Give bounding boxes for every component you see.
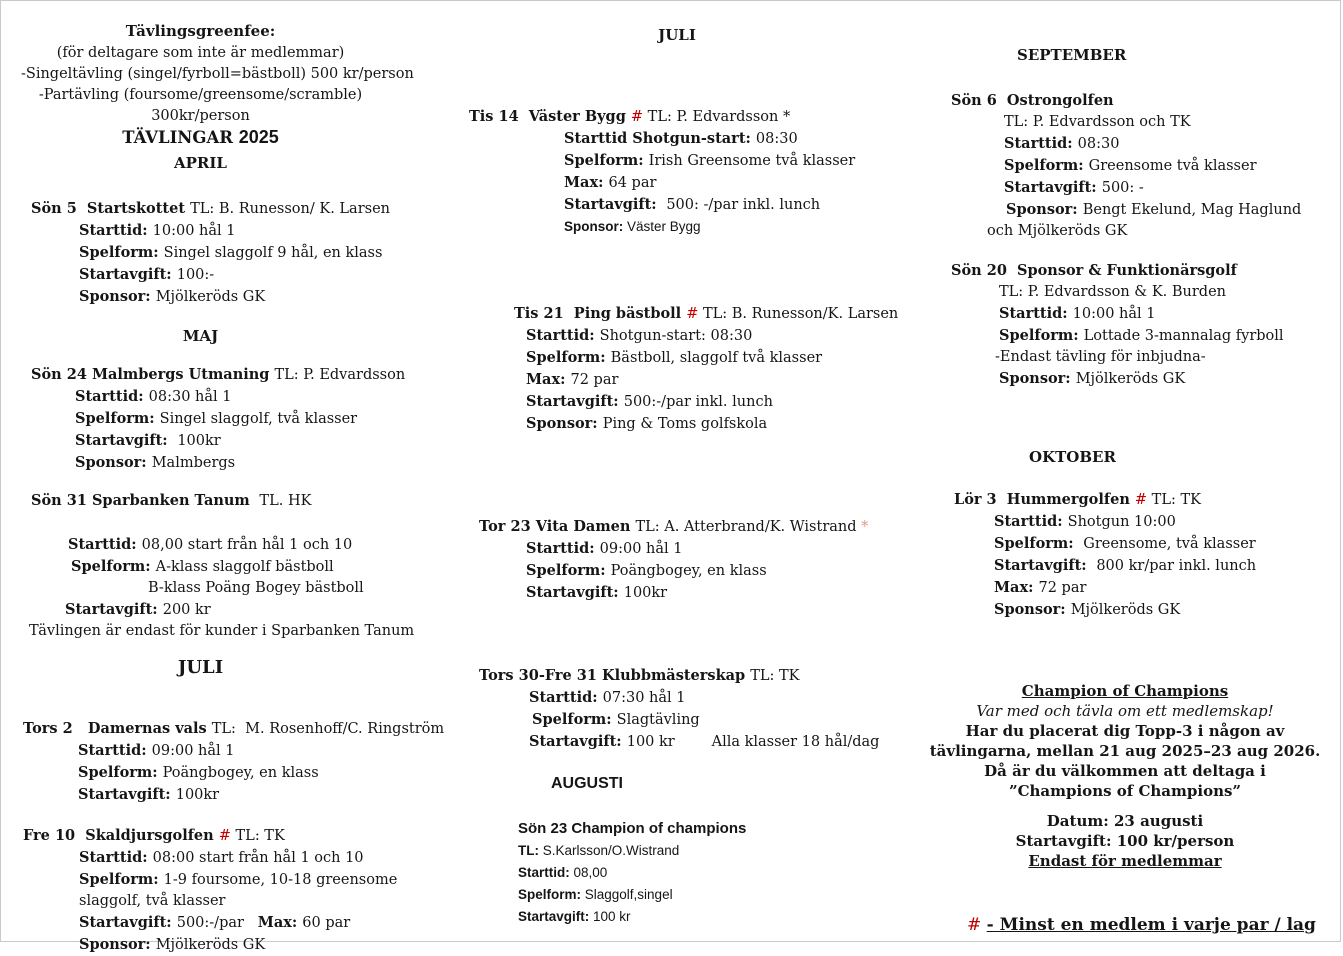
text-span: 100kr bbox=[623, 585, 668, 601]
detail-max bbox=[451, 369, 903, 391]
text-span: Mjölkeröds GK bbox=[1070, 602, 1181, 618]
text-span: Ping & Toms golfskola bbox=[602, 416, 768, 432]
text-span: Endast för medlemmar bbox=[1028, 852, 1222, 870]
asterisk-mark: * bbox=[861, 519, 869, 535]
champion-details bbox=[907, 812, 1343, 872]
detail-sponsor-cont bbox=[907, 221, 1343, 242]
text-span: 300kr/person bbox=[151, 108, 250, 124]
detail-spelform bbox=[451, 884, 903, 906]
detail-spelform-b bbox=[21, 578, 445, 599]
text-span: TL: bbox=[518, 843, 543, 858]
text-span: Datum: 23 augusti bbox=[1046, 812, 1204, 830]
text-span: Tis 21 Ping bästboll bbox=[514, 305, 687, 322]
text-span: 08:30 bbox=[755, 131, 798, 147]
event-ostrongolfen bbox=[907, 90, 1343, 242]
text-span: 100:- bbox=[176, 267, 215, 283]
text-span: Irish Greensome två klasser bbox=[648, 153, 856, 169]
detail-max bbox=[451, 172, 903, 194]
detail-sponsor bbox=[451, 413, 903, 435]
text-span: slaggolf, två klasser bbox=[79, 893, 226, 909]
text-span: Spelform: bbox=[71, 558, 156, 575]
detail-spelform bbox=[451, 709, 903, 731]
event-title bbox=[21, 825, 445, 847]
text-span: 64 par bbox=[608, 175, 657, 191]
detail-startavgift bbox=[21, 264, 445, 286]
text-span: Väster Bygg bbox=[627, 219, 701, 234]
note-body bbox=[907, 782, 1343, 802]
hash-mark: # bbox=[967, 915, 987, 935]
month-heading-juli-line bbox=[451, 25, 903, 47]
text-span: Singel slaggolf, två klasser bbox=[159, 411, 358, 427]
text-span: 09:00 hål 1 bbox=[599, 541, 683, 557]
text-span: TL: M. Rosenhoff/C. Ringström bbox=[211, 721, 445, 737]
text-span: Starttid: bbox=[526, 540, 600, 557]
text-span: Starttid: bbox=[75, 388, 149, 405]
text-span: 08:30 hål 1 bbox=[148, 389, 232, 405]
event-title bbox=[451, 303, 903, 325]
text-span: Starttid: bbox=[78, 742, 152, 759]
text-span: ”Champions of Champions” bbox=[1008, 782, 1242, 800]
detail-starttid bbox=[21, 386, 445, 408]
text-span: 08:00 start från hål 1 och 10 bbox=[152, 850, 364, 866]
event-title bbox=[21, 490, 445, 512]
event-note bbox=[21, 621, 445, 642]
text-span: Startavgift: bbox=[65, 601, 163, 618]
hash-legend-line bbox=[907, 914, 1343, 937]
text-span: Spelform: bbox=[78, 764, 163, 781]
event-vaster-bygg bbox=[451, 106, 903, 238]
text-span: 72 par bbox=[1038, 580, 1087, 596]
hash-mark: # bbox=[630, 109, 648, 125]
text-span: Sponsor: bbox=[79, 936, 156, 953]
text-span: Spelform: bbox=[532, 711, 617, 728]
text-span: Slagtävling bbox=[616, 712, 700, 728]
text-span: 100kr bbox=[172, 433, 221, 449]
detail-startavgift bbox=[907, 832, 1343, 852]
month-heading-maj-line bbox=[21, 326, 380, 348]
detail-startavgift bbox=[21, 912, 445, 934]
detail-starttid bbox=[21, 534, 445, 556]
text-span: Startavgift: bbox=[564, 196, 662, 213]
text-span: TL: A. Atterbrand/K. Wistrand bbox=[635, 519, 862, 535]
detail-startavgift bbox=[451, 906, 903, 928]
event-title bbox=[451, 665, 903, 687]
text-span: Tor 23 Vita Damen bbox=[479, 518, 636, 535]
text-span: Sponsor: bbox=[526, 415, 603, 432]
text-span: 08:30 bbox=[1077, 136, 1120, 152]
greenfee-header-line bbox=[21, 64, 414, 85]
text-span: TL: P. Edvardsson och TK bbox=[1004, 114, 1191, 130]
detail-starttid bbox=[21, 220, 445, 242]
text-span: Max: bbox=[994, 579, 1039, 596]
text-span: Starttid: bbox=[79, 849, 153, 866]
month-heading-september-line bbox=[907, 45, 1343, 67]
greenfee-header-line bbox=[21, 43, 380, 64]
event-skaldjursgolfen bbox=[21, 825, 445, 956]
detail-tl bbox=[907, 112, 1343, 133]
text-span: -Partävling (foursome/greensome/scramble) bbox=[38, 87, 363, 103]
detail-sponsor bbox=[907, 199, 1343, 221]
text-span: 500: -/par inkl. lunch bbox=[661, 197, 821, 213]
text-span: Champion of Champions bbox=[1021, 682, 1229, 700]
middle-column bbox=[451, 1, 903, 928]
event-title bbox=[907, 489, 1343, 511]
text-span: Max: bbox=[564, 174, 609, 191]
text-span: Lör 3 Hummergolfen bbox=[954, 491, 1135, 508]
detail-tl bbox=[451, 840, 903, 862]
event-startskottet bbox=[21, 198, 445, 308]
text-span: 800 kr/par inkl. lunch bbox=[1091, 558, 1257, 574]
text-span: Poängbogey, en klass bbox=[162, 765, 319, 781]
text-span: Sön 23 Champion of champions bbox=[518, 820, 747, 837]
text-span: 60 par bbox=[302, 915, 351, 931]
text-span: Bästboll, slaggolf två klasser bbox=[610, 350, 823, 366]
text-span: Sön 5 Startskottet bbox=[31, 200, 191, 217]
month-heading-oktober-line bbox=[907, 447, 1343, 469]
event-title bbox=[451, 516, 903, 538]
detail-spelform bbox=[907, 155, 1343, 177]
text-span: Fre 10 Skaldjursgolfen bbox=[23, 827, 219, 844]
text-span: Spelform: bbox=[999, 327, 1084, 344]
text-span: Startavgift: bbox=[526, 393, 624, 410]
detail-note bbox=[907, 347, 1343, 368]
text-span: Startavgift: bbox=[529, 733, 627, 750]
text-span: Alla klasser 18 hål/dag bbox=[674, 734, 880, 750]
detail-starttid bbox=[907, 511, 1343, 533]
right-column bbox=[907, 1, 1343, 937]
text-span: MAJ bbox=[182, 327, 219, 345]
text-span: Sön 31 Sparbanken Tanum bbox=[31, 492, 255, 509]
text-span: TL: TK bbox=[235, 828, 285, 844]
detail-sponsor bbox=[907, 368, 1343, 390]
greenfee-title bbox=[21, 21, 380, 43]
detail-spelform bbox=[21, 869, 445, 891]
detail-starttid bbox=[451, 325, 903, 347]
detail-startavgift bbox=[907, 555, 1343, 577]
month-heading-juli-left bbox=[21, 656, 380, 681]
text-span: Spelform: bbox=[518, 887, 585, 902]
detail-starttid bbox=[451, 862, 903, 884]
text-span: Spelform: bbox=[526, 349, 611, 366]
note-body bbox=[907, 742, 1343, 762]
text-span: Slaggolf,singel bbox=[584, 887, 673, 902]
event-ping-bastboll bbox=[451, 303, 903, 435]
detail-startavgift bbox=[907, 177, 1343, 199]
event-hummergolfen bbox=[907, 489, 1343, 621]
text-span: Sponsor: bbox=[1006, 201, 1083, 218]
text-span: 1-9 foursome, 10-18 greensome bbox=[163, 872, 398, 888]
text-span: Starttid Shotgun-start: bbox=[564, 130, 756, 147]
text-span: Starttid: bbox=[999, 305, 1073, 322]
text-span: Tävlingsgreenfee: bbox=[125, 22, 276, 40]
text-span: B-klass Poäng Bogey bästboll bbox=[148, 580, 364, 596]
note-title bbox=[907, 682, 1343, 702]
text-span: 200 kr bbox=[162, 602, 211, 618]
text-span: Mjölkeröds GK bbox=[155, 289, 266, 305]
text-span: Max: bbox=[526, 371, 571, 388]
detail-startavgift bbox=[451, 731, 903, 753]
text-span: 500:-/par inkl. lunch bbox=[623, 394, 773, 410]
text-span: A-klass slaggolf bästboll bbox=[155, 559, 334, 575]
detail-medlemmar bbox=[907, 852, 1343, 872]
text-span: TL: TK bbox=[1151, 492, 1201, 508]
detail-sponsor bbox=[21, 452, 445, 474]
text-span: 500: - bbox=[1101, 180, 1144, 196]
month-heading-oktober bbox=[907, 447, 1343, 469]
detail-spelform bbox=[21, 242, 445, 264]
text-span: TL. HK bbox=[254, 493, 312, 509]
text-span: S.Karlsson/O.Wistrand bbox=[542, 843, 680, 858]
detail-startavgift bbox=[451, 391, 903, 413]
text-span: Shotgun 10:00 bbox=[1067, 514, 1176, 530]
detail-starttid bbox=[451, 128, 903, 150]
text-span: Bengt Ekelund, Mag Haglund bbox=[1082, 202, 1302, 218]
detail-spelform bbox=[21, 762, 445, 784]
text-span: Var med och tävla om ett medlemskap! bbox=[976, 702, 1274, 720]
event-klubbmasterskap bbox=[451, 665, 903, 753]
text-span: Sponsor: bbox=[75, 454, 152, 471]
text-span: Startavgift: bbox=[1004, 179, 1102, 196]
detail-startavgift bbox=[21, 599, 445, 621]
text-span: Starttid: bbox=[518, 865, 574, 880]
text-span: Startavgift: bbox=[518, 909, 594, 924]
text-span: Startavgift: bbox=[79, 266, 177, 283]
text-span: Spelform: bbox=[564, 152, 649, 169]
text-span: Spelform: bbox=[79, 244, 164, 261]
month-heading-september bbox=[907, 45, 1343, 67]
event-sparbanken-tanum bbox=[21, 490, 445, 642]
text-span: Starttid: bbox=[1004, 135, 1078, 152]
detail-spelform bbox=[907, 533, 1343, 555]
detail-starttid bbox=[21, 740, 445, 762]
text-span: Poängbogey, en klass bbox=[610, 563, 767, 579]
event-title bbox=[21, 198, 445, 220]
text-span: Shotgun-start: 08:30 bbox=[599, 328, 753, 344]
text-span: 08,00 bbox=[573, 865, 608, 880]
month-heading-augusti bbox=[451, 772, 903, 796]
text-span: Starttid: bbox=[526, 327, 600, 344]
detail-startavgift bbox=[21, 784, 445, 806]
text-span: Starttid: bbox=[79, 222, 153, 239]
detail-starttid bbox=[21, 847, 445, 869]
text-span: Startavgift: bbox=[526, 584, 624, 601]
text-span: TL: P. Edvardsson bbox=[274, 367, 406, 383]
text-span: Har du placerat dig Topp-3 i någon av bbox=[965, 722, 1285, 740]
text-span: JULI bbox=[658, 26, 696, 44]
text-span: -Endast tävling för inbjudna- bbox=[995, 349, 1206, 365]
event-vita-damen bbox=[451, 516, 903, 604]
text-span: 72 par bbox=[570, 372, 619, 388]
detail-max bbox=[907, 577, 1343, 599]
text-span: Sponsor: bbox=[999, 370, 1076, 387]
greenfee-header-line bbox=[21, 106, 380, 127]
text-span: 500:-/par bbox=[176, 915, 258, 931]
text-span: Sön 24 Malmbergs Utmaning bbox=[31, 366, 275, 383]
detail-spelform bbox=[451, 150, 903, 172]
text-span: Tävlingen är endast för kunder i Sparbanken Tanum bbox=[29, 623, 415, 639]
text-span: 07:30 hål 1 bbox=[602, 690, 686, 706]
text-span: TL: B. Runesson/K. Larsen bbox=[702, 306, 899, 322]
text-span: 100 kr bbox=[593, 909, 631, 924]
text-span: TÄVLINGAR bbox=[122, 128, 239, 147]
text-span: Spelform: bbox=[75, 410, 160, 427]
text-span: TL: P. Edvardsson bbox=[647, 109, 783, 125]
event-title bbox=[451, 106, 903, 128]
text-span: Singel slaggolf 9 hål, en klass bbox=[163, 245, 383, 261]
hash-mark: # bbox=[1134, 492, 1152, 508]
text-span: Max: bbox=[257, 914, 303, 931]
text-span: Mjölkeröds GK bbox=[155, 937, 266, 953]
note-body bbox=[907, 762, 1343, 782]
champion-of-champions-note bbox=[907, 682, 1343, 802]
text-span: 10:00 hål 1 bbox=[1072, 306, 1156, 322]
detail-starttid bbox=[451, 687, 903, 709]
text-span: TL: P. Edvardsson & K. Burden bbox=[999, 284, 1227, 300]
event-title bbox=[907, 260, 1343, 282]
event-title bbox=[21, 718, 445, 740]
hash-legend bbox=[907, 914, 1343, 937]
text-span: Startavgift: bbox=[994, 557, 1092, 574]
text-span: 08,00 start från hål 1 och 10 bbox=[141, 537, 353, 553]
text-span: JULI bbox=[177, 657, 224, 678]
event-damernas-vals bbox=[21, 718, 445, 806]
text-span: Startavgift: bbox=[78, 786, 176, 803]
text-span: Lottade 3-mannalag fyrboll bbox=[1083, 328, 1284, 344]
detail-spelform bbox=[451, 347, 903, 369]
text-span: Tis 14 Väster Bygg bbox=[469, 108, 631, 125]
text-span: Starttid: bbox=[68, 536, 142, 553]
text-span: Startavgift: 100 kr/person bbox=[1015, 832, 1235, 850]
event-title bbox=[21, 364, 445, 386]
detail-sponsor bbox=[21, 286, 445, 308]
detail-spelform bbox=[907, 325, 1343, 347]
text-span: -Singeltävling (singel/fyrboll=bästboll) 500 kr/person bbox=[21, 66, 414, 82]
text-span: AUGUSTI bbox=[551, 775, 623, 792]
asterisk-mark: * bbox=[782, 109, 791, 125]
event-malmbergs-utmaning bbox=[21, 364, 445, 474]
text-span: Greensome, två klasser bbox=[1078, 536, 1256, 552]
detail-startavgift bbox=[21, 430, 445, 452]
detail-starttid bbox=[451, 538, 903, 560]
hash-mark: # bbox=[218, 828, 236, 844]
detail-spelform bbox=[21, 408, 445, 430]
month-heading-juli-left-line bbox=[21, 656, 380, 681]
text-span: TL: B. Runesson/ K. Larsen bbox=[190, 201, 390, 217]
text-span: Mjölkeröds GK bbox=[1075, 371, 1186, 387]
month-heading-juli bbox=[451, 25, 903, 47]
text-span: SEPTEMBER bbox=[1017, 46, 1127, 64]
detail-sponsor bbox=[451, 216, 903, 238]
month-heading-augusti-line bbox=[451, 772, 903, 796]
text-span: Starttid: bbox=[529, 689, 603, 706]
text-span: Startavgift: bbox=[75, 432, 173, 449]
detail-spelform-cont bbox=[21, 891, 445, 912]
text-span: tävlingarna, mellan 21 aug 2025–23 aug 2026. bbox=[929, 742, 1321, 760]
note-body bbox=[907, 722, 1343, 742]
text-span: APRIL bbox=[174, 154, 227, 172]
detail-tl bbox=[907, 282, 1343, 303]
text-span: Spelform: bbox=[994, 535, 1079, 552]
text-span: Spelform: bbox=[1004, 157, 1089, 174]
text-span: 100 kr bbox=[626, 734, 675, 750]
detail-starttid bbox=[907, 303, 1343, 325]
text-span: Greensome två klasser bbox=[1088, 158, 1257, 174]
text-span: Malmbergs bbox=[151, 455, 236, 471]
greenfee-header-line bbox=[21, 85, 380, 106]
left-column bbox=[21, 1, 445, 956]
event-sponsor-funktionarsgolf bbox=[907, 260, 1343, 390]
text-span: 10:00 hål 1 bbox=[152, 223, 236, 239]
detail-startavgift bbox=[451, 582, 903, 604]
text-span: - Minst en medlem i varje par / lag bbox=[986, 915, 1316, 935]
text-span: Startavgift: bbox=[79, 914, 177, 931]
detail-spelform bbox=[451, 560, 903, 582]
detail-starttid bbox=[907, 133, 1343, 155]
event-title bbox=[907, 90, 1343, 112]
text-span: Spelform: bbox=[79, 871, 164, 888]
text-span: Tors 30-Fre 31 Klubbmästerskap bbox=[479, 667, 751, 684]
hash-mark: # bbox=[686, 306, 703, 322]
text-span: OKTOBER bbox=[1029, 448, 1116, 466]
page-title bbox=[21, 127, 380, 150]
text-span: Spelform: bbox=[526, 562, 611, 579]
detail-sponsor bbox=[907, 599, 1343, 621]
text-span: (för deltagare som inte är medlemmar) bbox=[56, 45, 345, 61]
text-span: 2025 bbox=[238, 127, 279, 147]
text-span: Sponsor: bbox=[994, 601, 1071, 618]
greenfee-header bbox=[21, 21, 414, 175]
detail-startavgift bbox=[451, 194, 903, 216]
month-heading-april bbox=[21, 153, 380, 175]
text-span: Sponsor: bbox=[564, 219, 627, 234]
text-span: och Mjölkeröds GK bbox=[987, 223, 1128, 239]
text-span: 09:00 hål 1 bbox=[151, 743, 235, 759]
text-span: Sponsor: bbox=[79, 288, 156, 305]
text-span: Starttid: bbox=[994, 513, 1068, 530]
detail-datum bbox=[907, 812, 1343, 832]
text-span: TL: TK bbox=[750, 668, 800, 684]
text-span: 100kr bbox=[175, 787, 220, 803]
text-span: Då är du välkommen att deltaga i bbox=[984, 762, 1266, 780]
text-span: Tors 2 Damernas vals bbox=[23, 720, 212, 737]
event-champion-of-champions-aug bbox=[451, 818, 903, 928]
month-heading-maj bbox=[21, 326, 380, 348]
event-title bbox=[451, 818, 903, 840]
detail-spelform bbox=[21, 556, 445, 578]
note-tagline bbox=[907, 702, 1343, 722]
detail-sponsor bbox=[21, 934, 445, 956]
text-span: Sön 20 Sponsor & Funktionärsgolf bbox=[951, 262, 1237, 279]
text-span: Sön 6 Ostrongolfen bbox=[951, 92, 1114, 109]
